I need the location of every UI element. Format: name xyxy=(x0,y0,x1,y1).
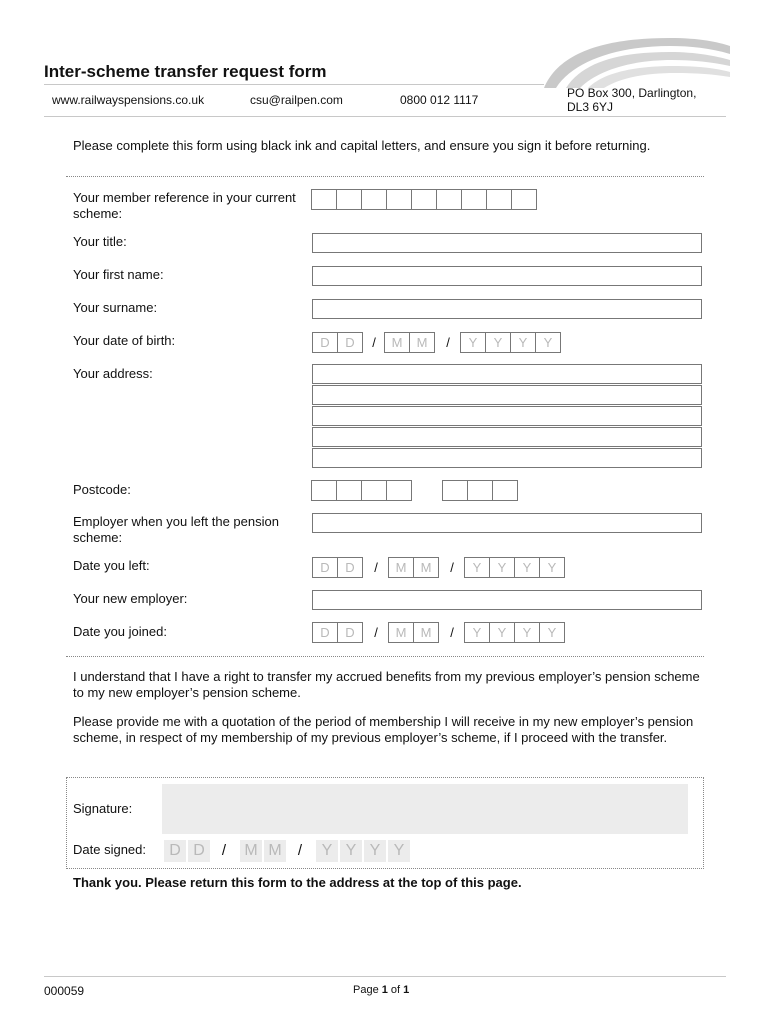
railpen-logo-icon xyxy=(540,30,730,90)
member-ref-box[interactable] xyxy=(461,189,487,210)
month-box[interactable]: M xyxy=(413,557,439,578)
day-box[interactable]: D xyxy=(337,332,363,353)
date-signed-input[interactable] xyxy=(162,840,410,862)
page-number xyxy=(353,984,409,996)
signature-field[interactable] xyxy=(162,784,688,834)
page-prefix: Page xyxy=(353,984,382,996)
form-code: 000059 xyxy=(44,984,85,998)
member-ref-box[interactable] xyxy=(486,189,512,210)
address-line-1: PO Box 300, Darlington, xyxy=(567,86,697,100)
year-box[interactable]: Y xyxy=(535,332,561,353)
first-name-input[interactable] xyxy=(312,266,702,286)
address-line-input[interactable] xyxy=(312,364,702,384)
signature-label: Signature: xyxy=(73,801,133,816)
member-ref-box[interactable] xyxy=(436,189,462,210)
date-joined-label: Date you joined: xyxy=(73,624,167,639)
year-box[interactable]: Y xyxy=(539,622,565,643)
title-input[interactable] xyxy=(312,233,702,253)
dob-label: Your date of birth: xyxy=(73,333,176,348)
month-box[interactable]: M xyxy=(384,332,410,353)
postcode-input-inward[interactable] xyxy=(442,480,518,501)
day-box[interactable]: D xyxy=(188,840,210,862)
day-box[interactable]: D xyxy=(312,557,338,578)
year-box[interactable]: Y xyxy=(460,332,486,353)
employer-left-label: Employer when you left the pension scheme: xyxy=(73,514,279,545)
month-box[interactable]: M xyxy=(240,840,262,862)
month-box[interactable]: M xyxy=(413,622,439,643)
member-ref-box[interactable] xyxy=(511,189,537,210)
postal-address xyxy=(567,86,696,114)
email-link[interactable]: csu@railpen.com xyxy=(250,93,343,107)
page-current: 1 xyxy=(381,984,388,996)
year-box[interactable]: Y xyxy=(388,840,410,862)
header-divider-bottom xyxy=(44,116,726,117)
month-box[interactable]: M xyxy=(264,840,286,862)
new-employer-input[interactable] xyxy=(312,590,702,610)
year-box[interactable]: Y xyxy=(316,840,338,862)
month-box[interactable]: M xyxy=(388,622,414,643)
date-signed-label: Date signed: xyxy=(73,842,146,857)
form-title: Inter-scheme transfer request form xyxy=(44,62,327,81)
postcode-box[interactable] xyxy=(311,480,337,501)
date-separator: / xyxy=(372,335,376,350)
postcode-input-outward[interactable] xyxy=(311,480,412,501)
year-box[interactable]: Y xyxy=(514,557,540,578)
dob-input[interactable] xyxy=(312,332,561,353)
year-box[interactable]: Y xyxy=(489,622,515,643)
intro-text: Please complete this form using black ink and capital letters, and ensure you sign it before returning. xyxy=(73,138,651,153)
address-line-input[interactable] xyxy=(312,427,702,447)
day-box[interactable]: D xyxy=(164,840,186,862)
year-box[interactable]: Y xyxy=(489,557,515,578)
address-label: Your address: xyxy=(73,366,153,381)
postcode-box[interactable] xyxy=(442,480,468,501)
new-employer-label: Your new employer: xyxy=(73,591,188,606)
date-separator: / xyxy=(446,335,450,350)
date-left-label: Date you left: xyxy=(73,558,150,573)
date-separator: / xyxy=(221,842,227,859)
website-link[interactable]: www.railwayspensions.co.uk xyxy=(52,93,205,107)
date-separator: / xyxy=(374,625,378,640)
date-separator: / xyxy=(297,842,303,859)
phone-number: 0800 012 1117 xyxy=(400,93,479,107)
postcode-label: Postcode: xyxy=(73,482,131,497)
header-divider xyxy=(44,84,544,85)
year-box[interactable]: Y xyxy=(464,622,490,643)
employer-left-input[interactable] xyxy=(312,513,702,533)
declaration-paragraph-1: I understand that I have a right to transfer my accrued benefits from my previous employer’s pension scheme to my new employer’s pension scheme. xyxy=(73,669,700,700)
page-of: of xyxy=(387,984,404,996)
postcode-box[interactable] xyxy=(386,480,412,501)
first-name-label: Your first name: xyxy=(73,267,164,282)
year-box[interactable]: Y xyxy=(539,557,565,578)
member-ref-box[interactable] xyxy=(411,189,437,210)
postcode-box[interactable] xyxy=(492,480,518,501)
day-box[interactable]: D xyxy=(337,557,363,578)
year-box[interactable]: Y xyxy=(510,332,536,353)
member-ref-input[interactable] xyxy=(311,189,537,210)
year-box[interactable]: Y xyxy=(485,332,511,353)
declaration-paragraph-2: Please provide me with a quotation of the period of membership I will receive in my new employer’s pension scheme, in respect of my membership of my previous employer’s scheme, if I proceed with the transfer. xyxy=(73,714,694,745)
month-box[interactable]: M xyxy=(409,332,435,353)
year-box[interactable]: Y xyxy=(464,557,490,578)
month-box[interactable]: M xyxy=(388,557,414,578)
year-box[interactable]: Y xyxy=(514,622,540,643)
footer-divider xyxy=(44,976,726,977)
year-box[interactable]: Y xyxy=(340,840,362,862)
day-box[interactable]: D xyxy=(312,332,338,353)
postcode-box[interactable] xyxy=(361,480,387,501)
address-line-input[interactable] xyxy=(312,385,702,405)
postcode-box[interactable] xyxy=(336,480,362,501)
date-separator: / xyxy=(450,625,454,640)
address-line-input[interactable] xyxy=(312,406,702,426)
section-divider xyxy=(66,656,704,657)
member-ref-box[interactable] xyxy=(361,189,387,210)
day-box[interactable]: D xyxy=(312,622,338,643)
year-box[interactable]: Y xyxy=(364,840,386,862)
surname-label: Your surname: xyxy=(73,300,158,315)
date-left-input[interactable] xyxy=(312,557,565,578)
date-joined-input[interactable] xyxy=(312,622,565,643)
address-line-2: DL3 6YJ xyxy=(567,100,614,114)
member-ref-box[interactable] xyxy=(311,189,337,210)
title-label: Your title: xyxy=(73,234,127,249)
section-divider xyxy=(66,176,704,177)
surname-input[interactable] xyxy=(312,299,702,319)
postcode-box[interactable] xyxy=(467,480,493,501)
member-ref-box[interactable] xyxy=(336,189,362,210)
member-ref-label: Your member reference in your current scheme: xyxy=(73,190,296,221)
address-line-input[interactable] xyxy=(312,448,702,468)
date-separator: / xyxy=(374,560,378,575)
day-box[interactable]: D xyxy=(337,622,363,643)
member-ref-box[interactable] xyxy=(386,189,412,210)
page-total: 1 xyxy=(403,984,410,996)
date-separator: / xyxy=(450,560,454,575)
thank-you-note: Thank you. Please return this form to the address at the top of this page. xyxy=(73,875,522,890)
